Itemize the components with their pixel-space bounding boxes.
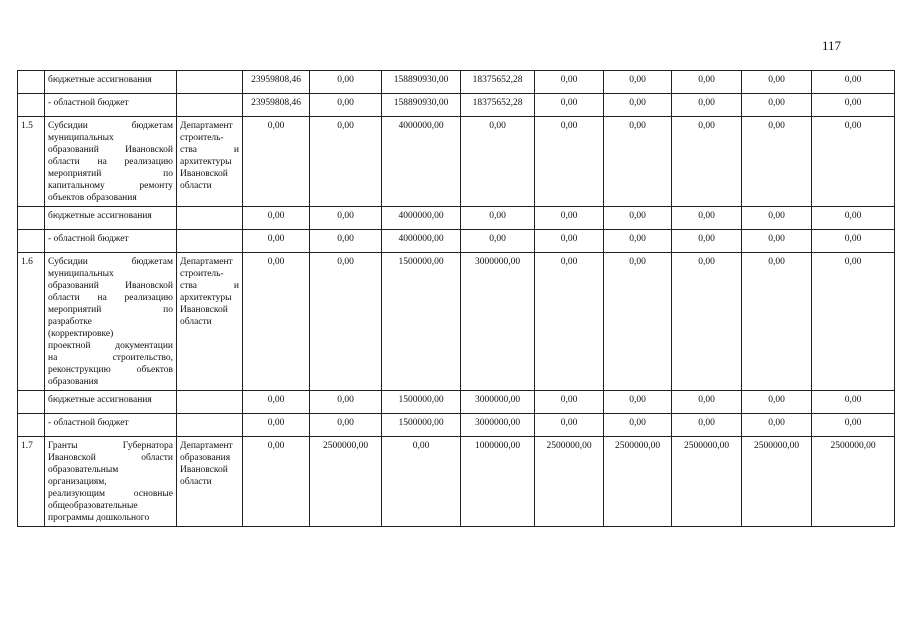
table-row-subtotal	[18, 391, 895, 414]
row-number-cell	[18, 94, 45, 117]
row-label-cell: - областной бюджет	[45, 230, 177, 253]
row-number-cell: 1.6	[18, 253, 45, 391]
amount-cell: 0,00	[742, 94, 812, 117]
executor-cell	[177, 71, 243, 94]
amount-cell: 0,00	[310, 117, 382, 207]
amount-cell: 3000000,00	[461, 391, 535, 414]
description-line: образования	[48, 377, 99, 387]
amount-cell: 0,00	[243, 253, 310, 391]
amount-cell: 0,00	[310, 253, 382, 391]
amount-cell: 2500000,00	[310, 437, 382, 527]
amount-cell: 1500000,00	[382, 391, 461, 414]
description-line: области на реализацию	[48, 293, 173, 303]
description-line: муниципальных	[48, 133, 114, 143]
amount-cell: 0,00	[535, 391, 604, 414]
amount-cell: 0,00	[243, 117, 310, 207]
amount-cell: 2500000,00	[742, 437, 812, 527]
row-number-cell: 1.5	[18, 117, 45, 207]
amount-cell: 0,00	[243, 207, 310, 230]
amount-cell: 0,00	[812, 230, 895, 253]
table-row-item	[18, 437, 895, 527]
amount-cell: 0,00	[535, 414, 604, 437]
amount-cell: 0,00	[672, 117, 742, 207]
amount-cell: 0,00	[812, 71, 895, 94]
amount-cell: 4000000,00	[382, 117, 461, 207]
executor-line: Ивановской	[180, 169, 228, 179]
amount-cell: 23959808,46	[243, 94, 310, 117]
table-row-item	[18, 253, 895, 391]
description-line: муниципальных	[48, 269, 114, 279]
executor-line: образования	[180, 453, 231, 463]
amount-cell: 18375652,28	[461, 94, 535, 117]
description-line: области на реализацию	[48, 157, 173, 167]
description-line: программы дошкольного	[48, 513, 150, 523]
executor-cell	[177, 117, 243, 207]
description-line: проектной документации	[48, 341, 173, 351]
executor-line: Департамент	[180, 441, 233, 451]
row-label-cell: бюджетные ассигнования	[45, 71, 177, 94]
table-row-subtotal	[18, 207, 895, 230]
amount-cell: 3000000,00	[461, 253, 535, 391]
amount-cell: 0,00	[812, 391, 895, 414]
amount-cell: 0,00	[310, 391, 382, 414]
amount-cell: 2500000,00	[535, 437, 604, 527]
amount-cell: 0,00	[672, 391, 742, 414]
amount-cell: 0,00	[535, 207, 604, 230]
table-row-subtotal	[18, 71, 895, 94]
page-number: 117	[822, 38, 842, 53]
amount-cell: 0,00	[243, 437, 310, 527]
amount-cell: 0,00	[672, 230, 742, 253]
executor-cell	[177, 207, 243, 230]
description-line: образований Ивановской	[48, 145, 173, 155]
row-number-cell	[18, 207, 45, 230]
description-line: на строительство,	[48, 353, 173, 363]
description-line: разработке	[48, 317, 92, 327]
amount-cell: 0,00	[604, 94, 672, 117]
description-line: образований Ивановской	[48, 281, 173, 291]
amount-cell: 0,00	[535, 94, 604, 117]
executor-line: ства и	[180, 145, 239, 155]
amount-cell: 0,00	[461, 207, 535, 230]
amount-cell: 1500000,00	[382, 253, 461, 391]
amount-cell: 0,00	[812, 207, 895, 230]
amount-cell: 0,00	[742, 207, 812, 230]
amount-cell: 0,00	[243, 230, 310, 253]
amount-cell: 158890930,00	[382, 71, 461, 94]
description-line: общеобразовательные	[48, 501, 138, 511]
executor-cell	[177, 94, 243, 117]
amount-cell: 0,00	[461, 117, 535, 207]
executor-cell	[177, 253, 243, 391]
description-line: объектов образования	[48, 193, 137, 203]
amount-cell: 0,00	[604, 253, 672, 391]
table-row-subtotal	[18, 414, 895, 437]
amount-cell: 0,00	[812, 414, 895, 437]
amount-cell: 0,00	[742, 71, 812, 94]
executor-cell	[177, 437, 243, 527]
amount-cell: 2500000,00	[604, 437, 672, 527]
amount-cell: 0,00	[535, 71, 604, 94]
row-label-cell: - областной бюджет	[45, 94, 177, 117]
amount-cell: 18375652,28	[461, 71, 535, 94]
executor-line: Департамент	[180, 121, 233, 131]
executor-cell	[177, 391, 243, 414]
table-row-subtotal	[18, 94, 895, 117]
amount-cell: 0,00	[310, 230, 382, 253]
amount-cell: 0,00	[742, 230, 812, 253]
amount-cell: 1000000,00	[461, 437, 535, 527]
amount-cell: 0,00	[672, 414, 742, 437]
executor-line: области	[180, 477, 212, 487]
row-label-cell: бюджетные ассигнования	[45, 391, 177, 414]
executor-line: ства и	[180, 281, 239, 291]
amount-cell: 0,00	[604, 117, 672, 207]
amount-cell: 0,00	[604, 391, 672, 414]
description-line: капитальному ремонту	[48, 181, 173, 191]
executor-line: архитектуры	[180, 157, 232, 167]
description-line: мероприятий по	[48, 169, 173, 179]
amount-cell: 0,00	[604, 414, 672, 437]
amount-cell: 0,00	[310, 94, 382, 117]
amount-cell: 0,00	[742, 391, 812, 414]
amount-cell: 0,00	[604, 71, 672, 94]
amount-cell: 0,00	[742, 414, 812, 437]
executor-line: Ивановской	[180, 465, 228, 475]
amount-cell: 0,00	[672, 71, 742, 94]
executor-cell	[177, 414, 243, 437]
description-line: (корректировке)	[48, 329, 114, 339]
amount-cell: 0,00	[535, 117, 604, 207]
row-number-cell	[18, 414, 45, 437]
amount-cell: 0,00	[243, 414, 310, 437]
amount-cell: 0,00	[742, 253, 812, 391]
description-line: Субсидии бюджетам	[48, 121, 173, 131]
amount-cell: 0,00	[672, 253, 742, 391]
amount-cell: 3000000,00	[461, 414, 535, 437]
amount-cell: 0,00	[672, 207, 742, 230]
amount-cell: 0,00	[672, 94, 742, 117]
description-cell	[45, 253, 177, 391]
executor-line: Ивановской	[180, 305, 228, 315]
amount-cell: 0,00	[812, 253, 895, 391]
amount-cell: 0,00	[382, 437, 461, 527]
amount-cell: 0,00	[604, 230, 672, 253]
amount-cell: 2500000,00	[812, 437, 895, 527]
executor-line: строитель-	[180, 269, 224, 279]
amount-cell: 0,00	[243, 391, 310, 414]
amount-cell: 0,00	[310, 207, 382, 230]
description-line: Субсидии бюджетам	[48, 257, 173, 267]
description-line: организациям,	[48, 477, 107, 487]
amount-cell: 0,00	[742, 117, 812, 207]
row-label-cell: бюджетные ассигнования	[45, 207, 177, 230]
executor-line: строитель-	[180, 133, 224, 143]
row-number-cell	[18, 391, 45, 414]
amount-cell: 0,00	[812, 117, 895, 207]
executor-line: области	[180, 317, 212, 327]
executor-line: Департамент	[180, 257, 233, 267]
description-cell	[45, 117, 177, 207]
description-line: реализующим основные	[48, 489, 173, 499]
description-line: образовательным	[48, 465, 119, 475]
row-number-cell	[18, 230, 45, 253]
table-row-item	[18, 117, 895, 207]
description-line: реконструкцию объектов	[48, 365, 173, 375]
amount-cell: 4000000,00	[382, 230, 461, 253]
description-line: мероприятий по	[48, 305, 173, 315]
table-body	[18, 71, 895, 527]
amount-cell: 4000000,00	[382, 207, 461, 230]
amount-cell: 0,00	[310, 414, 382, 437]
amount-cell: 0,00	[535, 230, 604, 253]
description-cell	[45, 437, 177, 527]
description-line: Ивановской области	[48, 453, 173, 463]
row-label-cell: - областной бюджет	[45, 414, 177, 437]
amount-cell: 1500000,00	[382, 414, 461, 437]
amount-cell: 0,00	[535, 253, 604, 391]
executor-line: архитектуры	[180, 293, 232, 303]
executor-line: области	[180, 181, 212, 191]
amount-cell: 23959808,46	[243, 71, 310, 94]
amount-cell: 2500000,00	[672, 437, 742, 527]
row-number-cell	[18, 71, 45, 94]
row-number-cell: 1.7	[18, 437, 45, 527]
amount-cell: 0,00	[812, 94, 895, 117]
amount-cell: 0,00	[310, 71, 382, 94]
budget-table	[17, 70, 895, 527]
executor-cell	[177, 230, 243, 253]
amount-cell: 158890930,00	[382, 94, 461, 117]
amount-cell: 0,00	[604, 207, 672, 230]
table-row-subtotal	[18, 230, 895, 253]
amount-cell: 0,00	[461, 230, 535, 253]
description-line: Гранты Губернатора	[48, 441, 173, 451]
